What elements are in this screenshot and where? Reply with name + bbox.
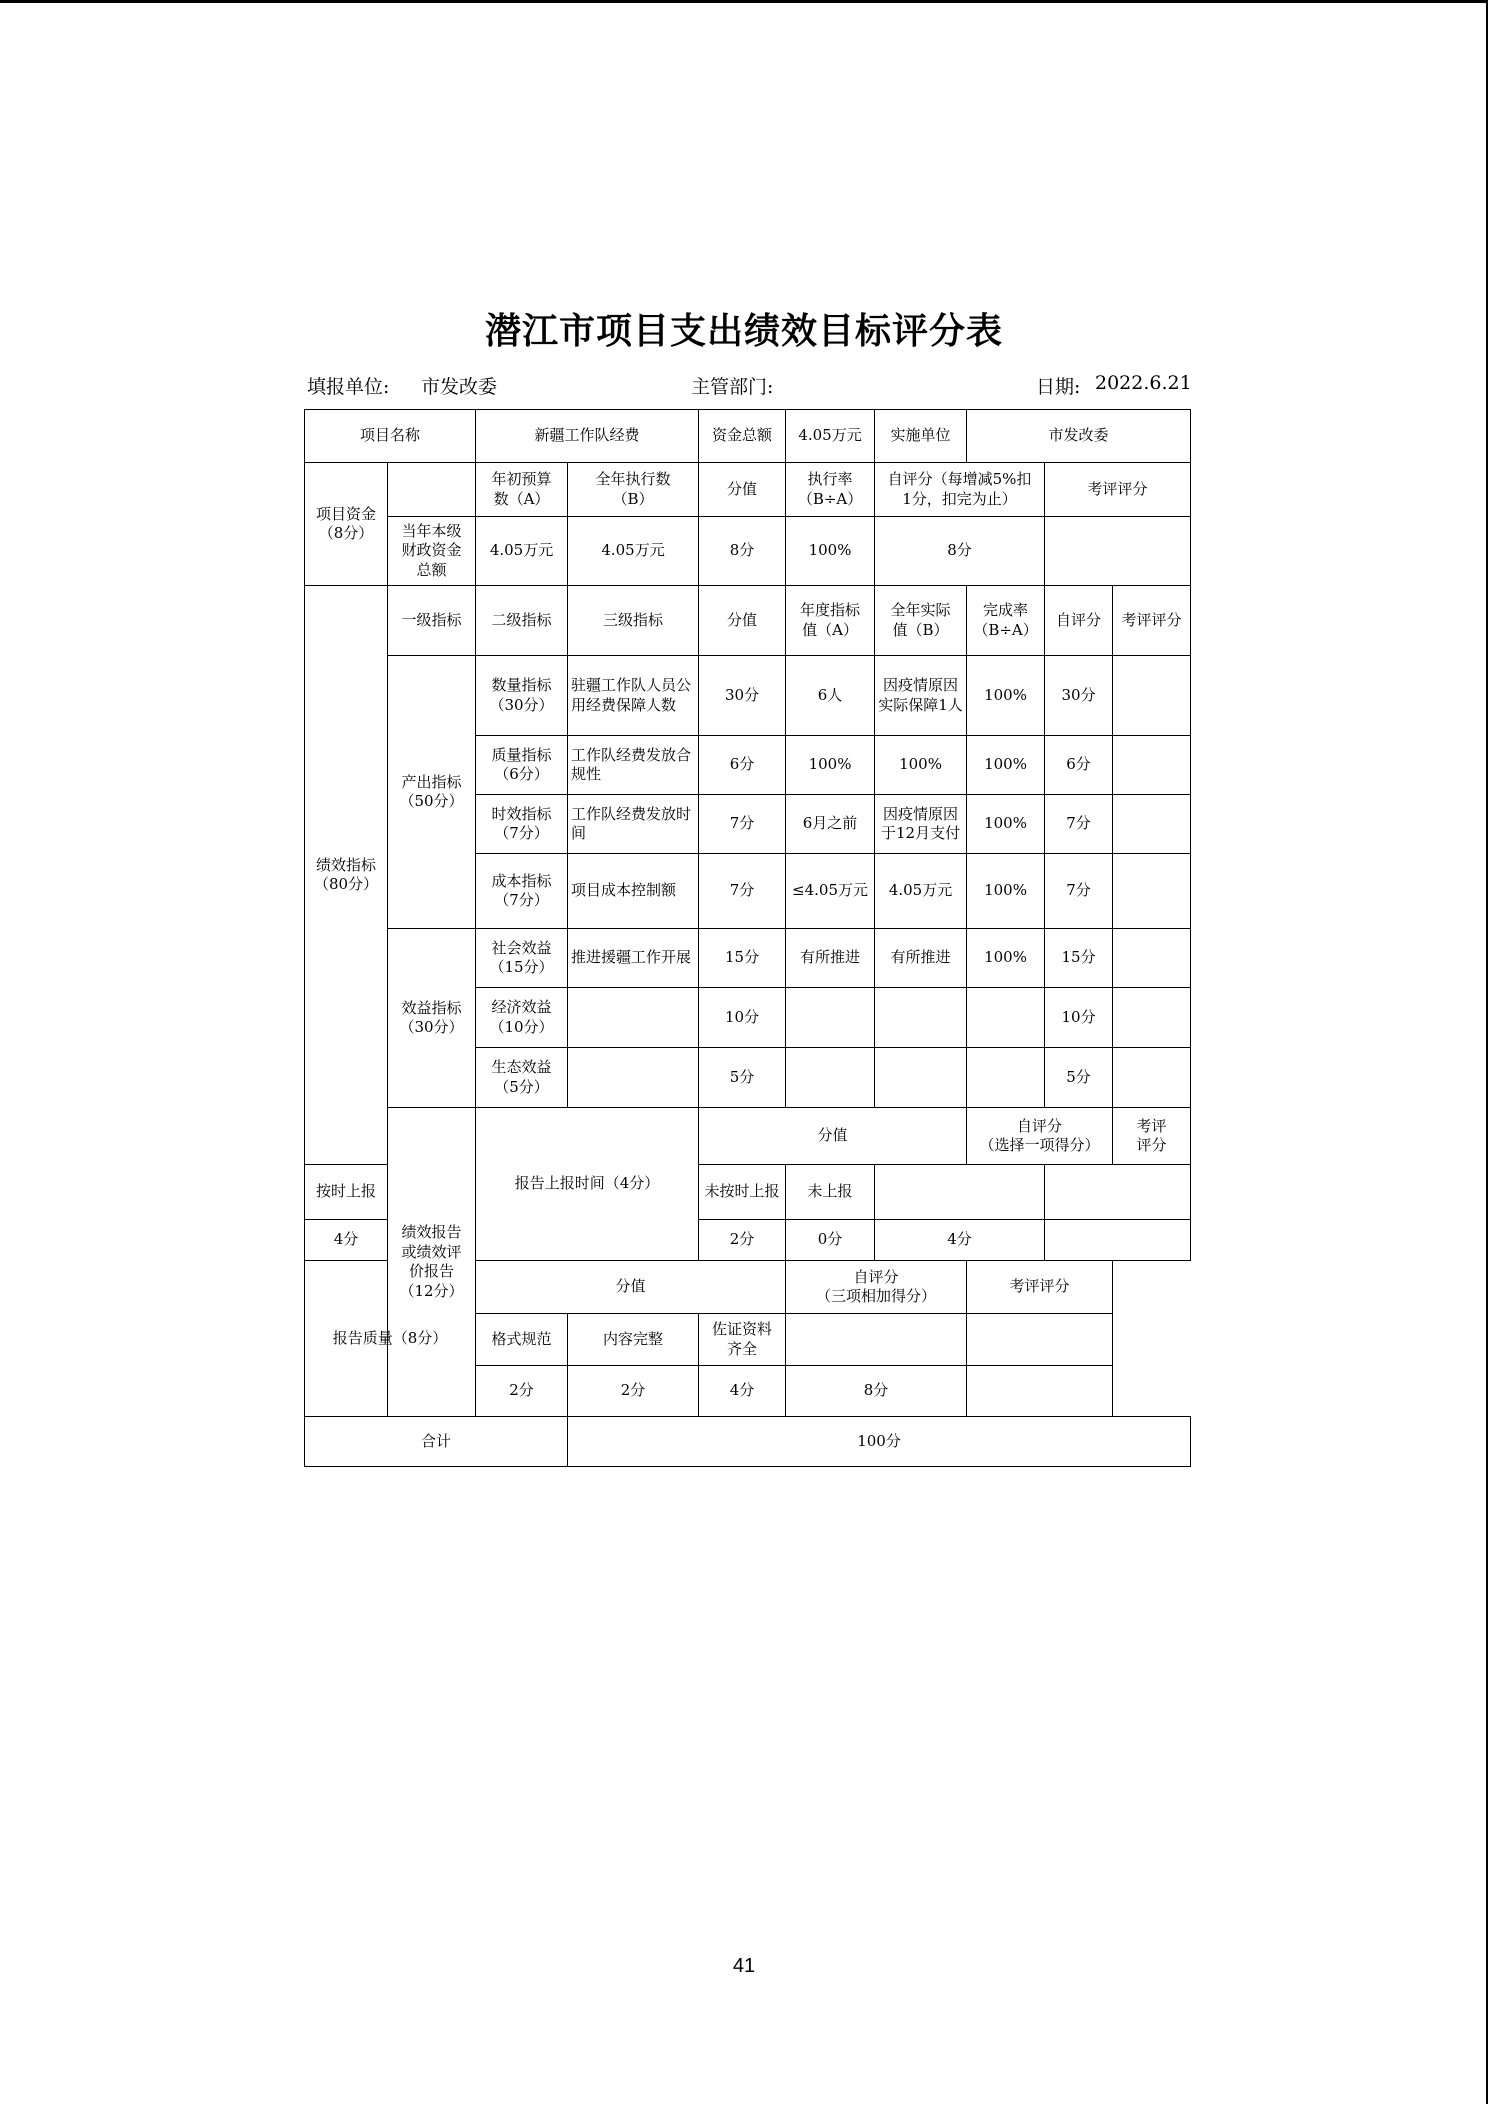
perf-head-actual: 全年实际 值（B） <box>875 586 967 656</box>
perf-l2: 质量指标 （6分） <box>476 736 568 795</box>
report-quality-review-label: 考评评分 <box>967 1261 1113 1314</box>
report-time-review-score <box>1045 1220 1191 1261</box>
perf-head-rate: 完成率 （B÷A） <box>967 586 1045 656</box>
report-quality-review-score <box>967 1366 1113 1417</box>
funds-col-rate: 执行率 （B÷A） <box>786 463 875 517</box>
late-label: 未按时上报 <box>699 1165 786 1220</box>
perf-rate: 100% <box>967 736 1045 795</box>
format-label: 格式规范 <box>476 1314 568 1366</box>
total-label: 合计 <box>305 1417 568 1467</box>
perf-row <box>305 656 1191 736</box>
perf-l2: 数量指标 （30分） <box>476 656 568 736</box>
report-time-self-blank <box>875 1165 1045 1220</box>
perf-review <box>1113 736 1191 795</box>
funds-blank-cell <box>388 463 476 517</box>
perf-self: 6分 <box>1045 736 1113 795</box>
perf-header-row <box>305 586 1191 656</box>
perf-head-l2: 二级指标 <box>476 586 568 656</box>
format-score: 2分 <box>476 1366 568 1417</box>
perf-score: 30分 <box>699 656 786 736</box>
perf-rate: 100% <box>967 929 1045 988</box>
funds-col-exec: 全年执行数 （B） <box>568 463 699 517</box>
perf-rate: 100% <box>967 656 1045 736</box>
perf-head-l1: 一级指标 <box>388 586 476 656</box>
perf-score: 6分 <box>699 736 786 795</box>
perf-l3 <box>568 988 699 1048</box>
perf-review <box>1113 929 1191 988</box>
perf-l3: 工作队经费发放合规性 <box>568 736 699 795</box>
page-title: 潜江市项目支出绩效目标评分表 <box>484 311 1003 352</box>
not-submitted-label: 未上报 <box>786 1165 875 1220</box>
date-value: 2022.6.21 <box>1095 372 1192 394</box>
perf-l2: 时效指标 （7分） <box>476 795 568 854</box>
perf-l2: 经济效益 （10分） <box>476 988 568 1048</box>
perf-self: 7分 <box>1045 795 1113 854</box>
report-section-label: 绩效报告 或绩效评 价报告 （12分） <box>388 1108 476 1417</box>
on-time-label: 按时上报 <box>305 1165 388 1220</box>
perf-row <box>305 929 1191 988</box>
perf-actual: 100% <box>875 736 967 795</box>
output-indicator-label: 产出指标 （50分） <box>388 656 476 929</box>
report-quality-label: 报告质量（8分） <box>305 1261 476 1417</box>
unit-value: 市发改委 <box>421 376 498 398</box>
top-border-line <box>0 0 1488 3</box>
perf-l2: 社会效益 （15分） <box>476 929 568 988</box>
perf-rate <box>967 988 1045 1048</box>
perf-target: 6月之前 <box>786 795 875 854</box>
funds-value-row <box>305 517 1191 586</box>
funds-exec: 4.05万元 <box>568 517 699 586</box>
perf-self: 5分 <box>1045 1048 1113 1108</box>
report-time-label: 报告上报时间（4分） <box>476 1108 699 1261</box>
perf-l3: 工作队经费发放时间 <box>568 795 699 854</box>
perf-l2: 生态效益 （5分） <box>476 1048 568 1108</box>
content-score: 2分 <box>568 1366 699 1417</box>
report-quality-self-score: 8分 <box>786 1366 967 1417</box>
perf-head-self: 自评分 <box>1045 586 1113 656</box>
impl-unit-label: 实施单位 <box>875 410 967 463</box>
project-name-value: 新疆工作队经费 <box>476 410 699 463</box>
report-quality-review-blank <box>967 1314 1113 1366</box>
perf-rate: 100% <box>967 854 1045 929</box>
perf-l3: 推进援疆工作开展 <box>568 929 699 988</box>
perf-rate <box>967 1048 1045 1108</box>
report-time-review-label: 考评 评分 <box>1113 1108 1191 1165</box>
dept-label: 主管部门: <box>691 376 774 398</box>
funds-col-review: 考评评分 <box>1045 463 1191 517</box>
perf-target: 有所推进 <box>786 929 875 988</box>
perf-self: 10分 <box>1045 988 1113 1048</box>
evidence-score: 4分 <box>699 1366 786 1417</box>
funds-review <box>1045 517 1191 586</box>
total-value: 100分 <box>568 1417 1191 1467</box>
benefit-indicator-label: 效益指标 （30分） <box>388 929 476 1108</box>
perf-actual: 因疫情原因于12月支付 <box>875 795 967 854</box>
total-row <box>305 1417 1191 1467</box>
perf-self: 7分 <box>1045 854 1113 929</box>
perf-actual <box>875 1048 967 1108</box>
perf-target: 6人 <box>786 656 875 736</box>
report-time-header-row <box>305 1108 1191 1165</box>
funds-budget: 4.05万元 <box>476 517 568 586</box>
perf-self: 15分 <box>1045 929 1113 988</box>
perf-head-score: 分值 <box>699 586 786 656</box>
perf-head-l3: 三级指标 <box>568 586 699 656</box>
score-table <box>304 409 1191 1467</box>
report-time-review-blank <box>1045 1165 1191 1220</box>
perf-review <box>1113 656 1191 736</box>
perf-actual: 因疫情原因实际保障1人 <box>875 656 967 736</box>
perf-l2: 成本指标 （7分） <box>476 854 568 929</box>
funds-self-score: 8分 <box>875 517 1045 586</box>
perf-section-label: 绩效指标 （80分） <box>305 586 388 1165</box>
perf-target: ≤4.05万元 <box>786 854 875 929</box>
perf-rate: 100% <box>967 795 1045 854</box>
report-quality-self-label: 自评分 （三项相加得分） <box>786 1261 967 1314</box>
funds-col-self: 自评分（每增减5%扣 1分，扣完为止） <box>875 463 1045 517</box>
funds-header-row <box>305 463 1191 517</box>
perf-head-review: 考评评分 <box>1113 586 1191 656</box>
perf-head-target: 年度指标 值（A） <box>786 586 875 656</box>
unit-label: 填报单位: <box>307 376 390 398</box>
fund-total-value: 4.05万元 <box>786 410 875 463</box>
perf-score: 15分 <box>699 929 786 988</box>
perf-review <box>1113 795 1191 854</box>
perf-target: 100% <box>786 736 875 795</box>
report-quality-score-label: 分值 <box>476 1261 786 1314</box>
report-time-score-label: 分值 <box>699 1108 967 1165</box>
date-label: 日期: <box>1036 376 1081 398</box>
on-time-score: 4分 <box>305 1220 388 1261</box>
fund-total-label: 资金总额 <box>699 410 786 463</box>
not-submitted-score: 0分 <box>786 1220 875 1261</box>
content-label: 内容完整 <box>568 1314 699 1366</box>
funds-col-budget: 年初预算 数（A） <box>476 463 568 517</box>
perf-l3: 项目成本控制额 <box>568 854 699 929</box>
perf-score: 5分 <box>699 1048 786 1108</box>
page-number: 41 <box>732 1955 756 1977</box>
perf-l3 <box>568 1048 699 1108</box>
perf-score: 10分 <box>699 988 786 1048</box>
late-score: 2分 <box>699 1220 786 1261</box>
perf-score: 7分 <box>699 854 786 929</box>
report-quality-self-blank <box>786 1314 967 1366</box>
report-time-self-label: 自评分 （选择一项得分） <box>967 1108 1113 1165</box>
evidence-label: 佐证资料 齐全 <box>699 1314 786 1366</box>
perf-l3: 驻疆工作队人员公用经费保障人数 <box>568 656 699 736</box>
funds-rate: 100% <box>786 517 875 586</box>
perf-self: 30分 <box>1045 656 1113 736</box>
perf-review <box>1113 854 1191 929</box>
perf-actual: 4.05万元 <box>875 854 967 929</box>
perf-review <box>1113 988 1191 1048</box>
funds-col-score: 分值 <box>699 463 786 517</box>
perf-target <box>786 988 875 1048</box>
impl-unit-value: 市发改委 <box>967 410 1191 463</box>
funds-section-label: 项目资金 （8分） <box>305 463 388 586</box>
project-row <box>305 410 1191 463</box>
perf-score: 7分 <box>699 795 786 854</box>
perf-actual <box>875 988 967 1048</box>
perf-actual: 有所推进 <box>875 929 967 988</box>
report-time-self-score: 4分 <box>875 1220 1045 1261</box>
project-name-label: 项目名称 <box>305 410 476 463</box>
funds-row-label: 当年本级 财政资金 总额 <box>388 517 476 586</box>
perf-review <box>1113 1048 1191 1108</box>
funds-score: 8分 <box>699 517 786 586</box>
perf-target <box>786 1048 875 1108</box>
